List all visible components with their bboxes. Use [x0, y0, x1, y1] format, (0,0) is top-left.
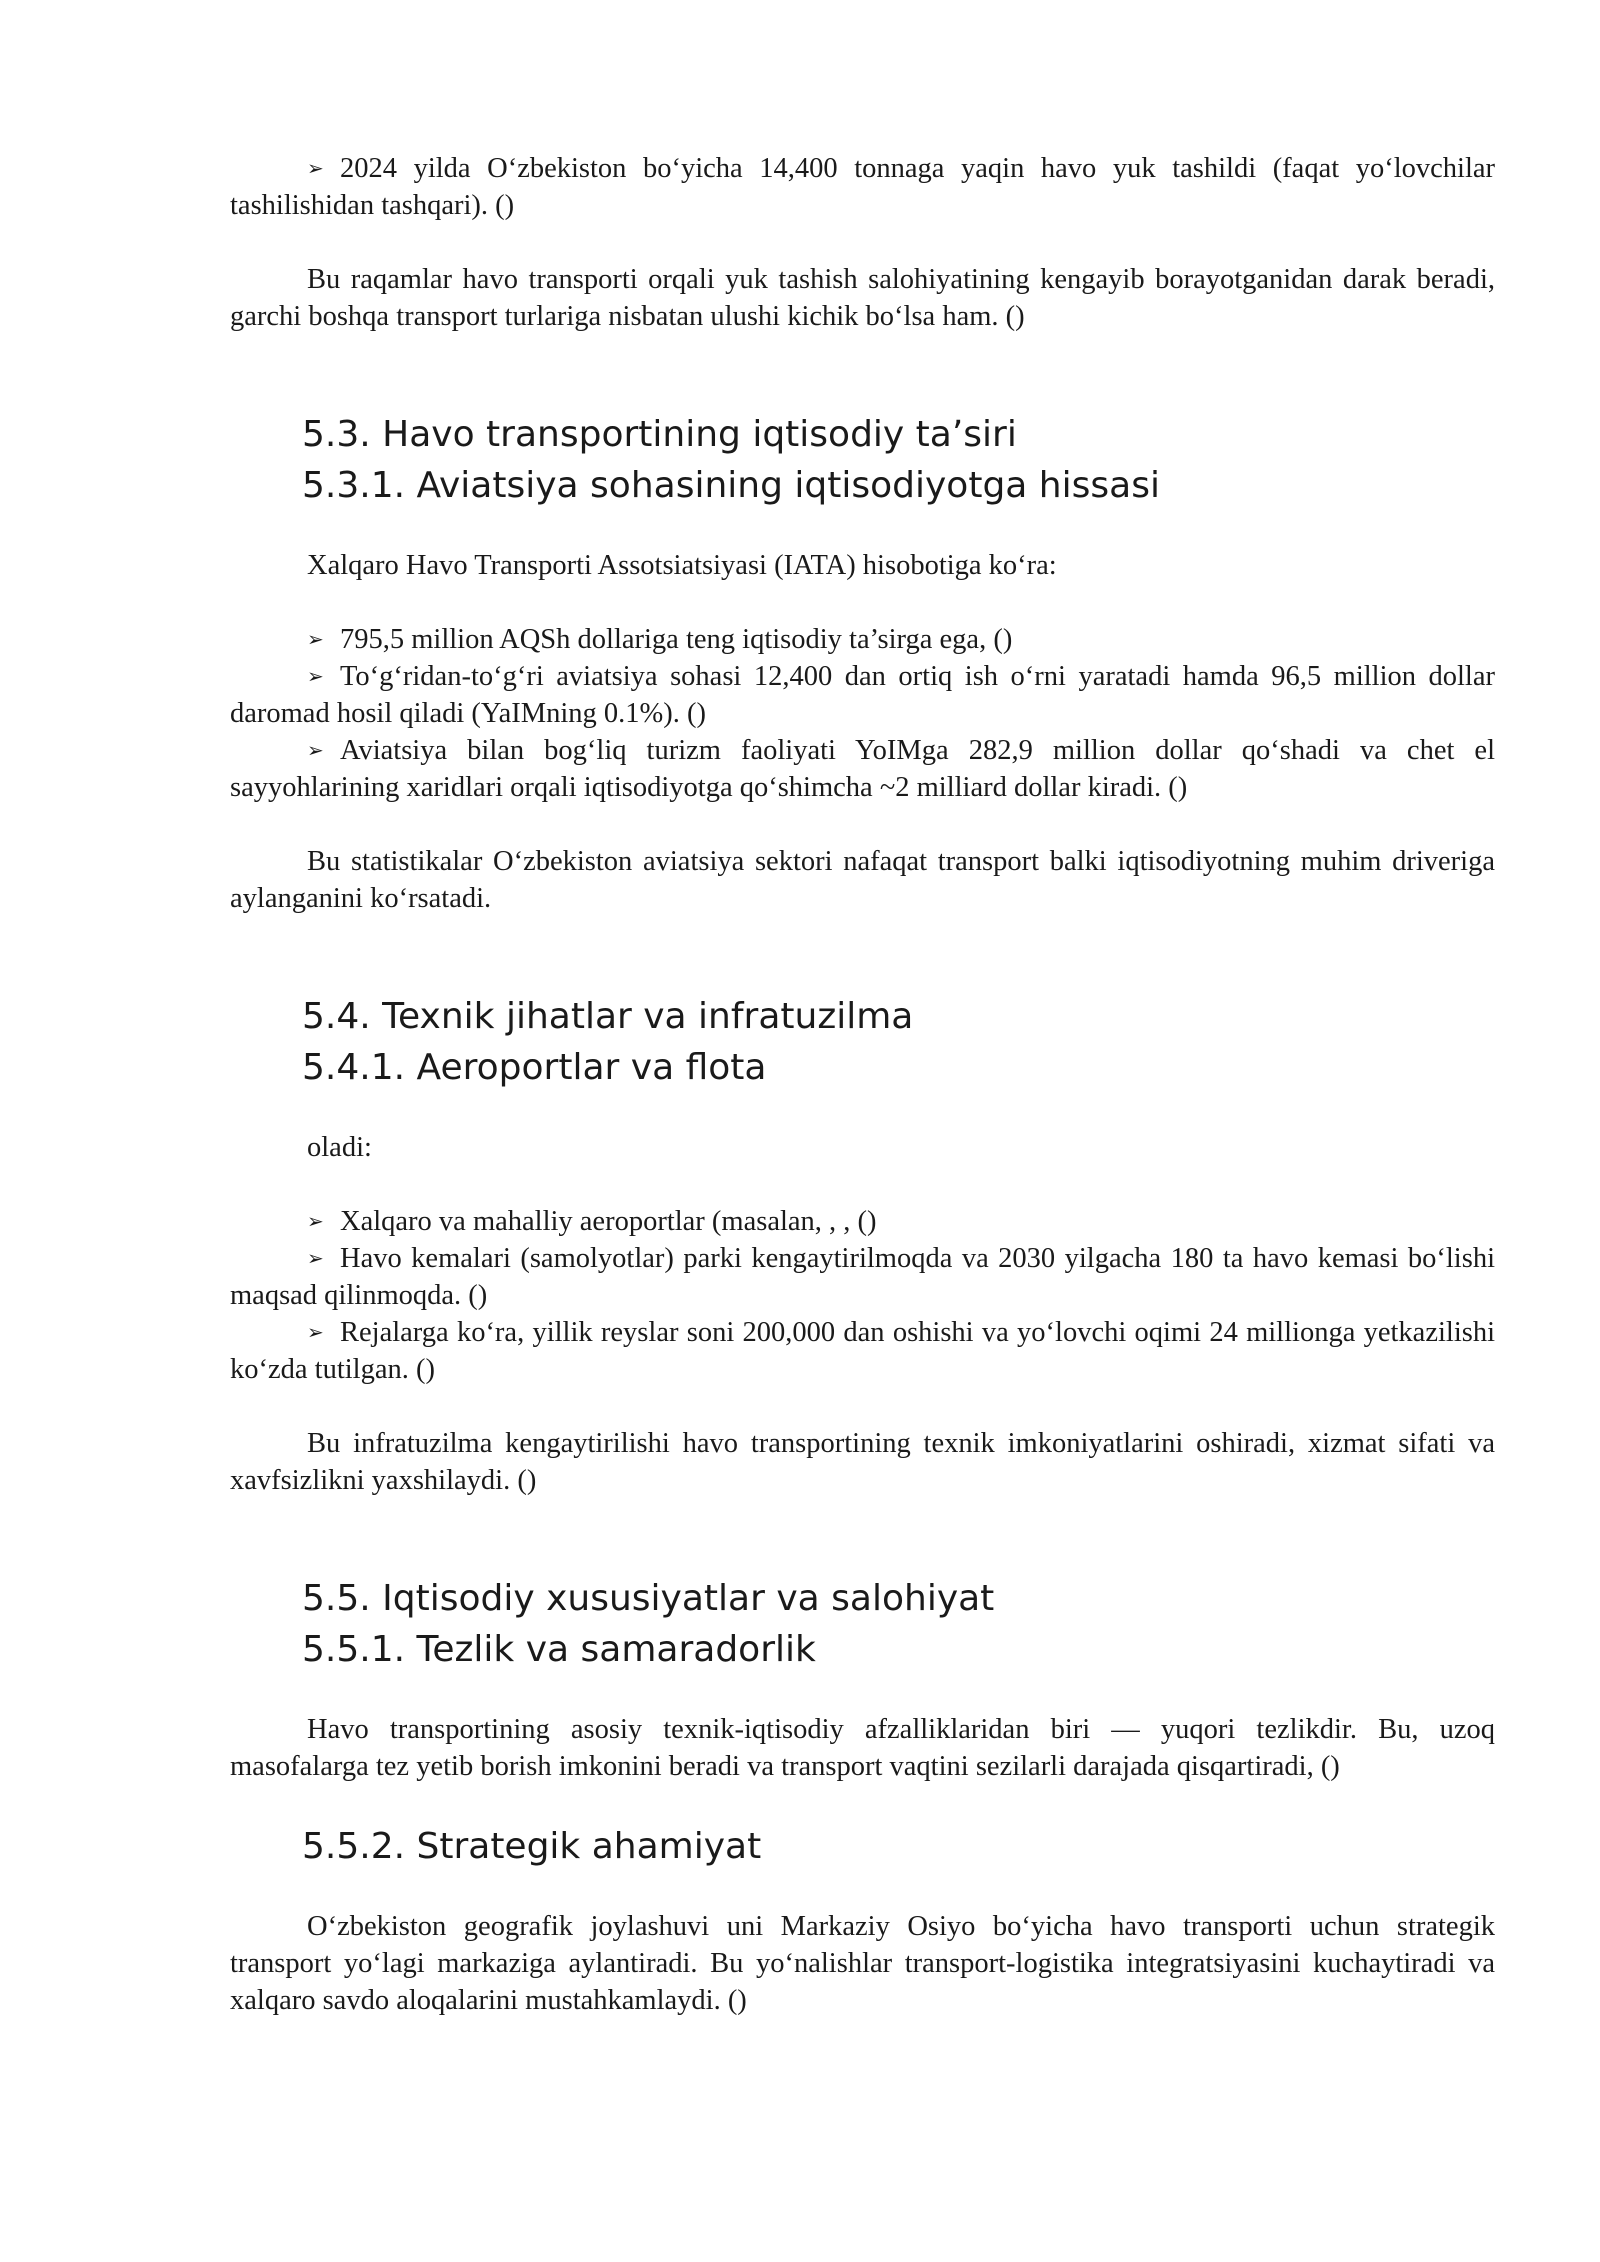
arrow-bullet-icon: ➢	[307, 1246, 324, 1270]
section-heading: 5.3. Havo transportining iqtisodiy ta’siri	[302, 414, 1017, 455]
subsection-heading: 5.5.1. Tezlik va samaradorlik	[302, 1629, 816, 1670]
list-item: ➢ 2024 yilda O‘zbekiston bo‘yicha 14,400 tonnaga yaqin havo yuk tashildi (faqat yo‘lovchilar tashilishidan tashqari). ()	[230, 150, 1495, 224]
list-item: ➢ Havo kemalari (samolyotlar) parki kengaytirilmoqda va 2030 yilgacha 180 ta havo kemasi bo‘lishi maqsad qilinmoqda. ()	[230, 1240, 1495, 1314]
arrow-bullet-icon: ➢	[307, 738, 324, 762]
paragraph: Havo transportining asosiy texnik-iqtisodiy afzalliklaridan biri — yuqori tezlikdir. Bu, uzoq masofalarga tez yetib borish imkonini beradi va transport vaqtini sezilarli darajada qisqartiradi, ()	[230, 1714, 1495, 1782]
list-item: ➢ 795,5 million AQSh dollariga teng iqtisodiy ta’sirga ega, ()	[230, 621, 1495, 658]
paragraph: O‘zbekiston geografik joylashuvi uni Markaziy Osiyo bo‘yicha havo transporti uchun strategik transport yo‘lagi markaziga aylantiradi. Bu yo‘nalishlar transport-logistika integratsiyasini kuchaytiradi va xalqaro savdo aloqalarini mustahkamlaydi. ()	[230, 1911, 1495, 2016]
arrow-bullet-icon: ➢	[307, 664, 324, 688]
subsection-heading: 5.3.1. Aviatsiya sohasining iqtisodiyotga hissasi	[302, 465, 1160, 506]
paragraph: Xalqaro Havo Transporti Assotsiatsiyasi (IATA) hisobotiga ko‘ra:	[307, 550, 1057, 581]
paragraph: Bu infratuzilma kengaytirilishi havo transportining texnik imkoniyatlarini oshiradi, xizmat sifati va xavfsizlikni yaxshilaydi. ()	[230, 1428, 1495, 1496]
arrow-bullet-icon: ➢	[307, 627, 324, 651]
list-item: ➢ Xalqaro va mahalliy aeroportlar (masalan, , , ()	[230, 1203, 1495, 1240]
subsection-heading: 5.4.1. Aeroportlar va flota	[302, 1047, 767, 1088]
paragraph: oladi:	[307, 1132, 372, 1163]
list-item: ➢ To‘g‘ridan-to‘g‘ri aviatsiya sohasi 12,400 dan ortiq ish o‘rni yaratadi hamda 96,5 million dollar daromad hosil qiladi (YaIMning 0.1%). ()	[230, 658, 1495, 732]
arrow-bullet-icon: ➢	[307, 1320, 324, 1344]
arrow-bullet-icon: ➢	[307, 1209, 324, 1233]
section-heading: 5.5. Iqtisodiy xususiyatlar va salohiyat	[302, 1578, 995, 1619]
arrow-bullet-icon: ➢	[307, 156, 324, 180]
section-heading: 5.4. Texnik jihatlar va infratuzilma	[302, 996, 914, 1037]
subsection-heading: 5.5.2. Strategik ahamiyat	[302, 1826, 762, 1867]
list-item: ➢ Aviatsiya bilan bog‘liq turizm faoliyati YoIMga 282,9 million dollar qo‘shadi va chet el sayyohlarining xaridlari orqali iqtisodiyotga qo‘shimcha ~2 milliard dollar kiradi. ()	[230, 732, 1495, 806]
paragraph: Bu statistikalar O‘zbekiston aviatsiya sektori nafaqat transport balki iqtisodiyotning muhim driveriga aylanganini ko‘rsatadi.	[230, 846, 1495, 914]
list-item: ➢ Rejalarga ko‘ra, yillik reyslar soni 200,000 dan oshishi va yo‘lovchi oqimi 24 millionga yetkazilishi ko‘zda tutilgan. ()	[230, 1314, 1495, 1388]
paragraph: Bu raqamlar havo transporti orqali yuk tashish salohiyatining kengayib borayotganidan darak beradi, garchi boshqa transport turlariga nisbatan ulushi kichik bo‘lsa ham. ()	[230, 264, 1495, 332]
